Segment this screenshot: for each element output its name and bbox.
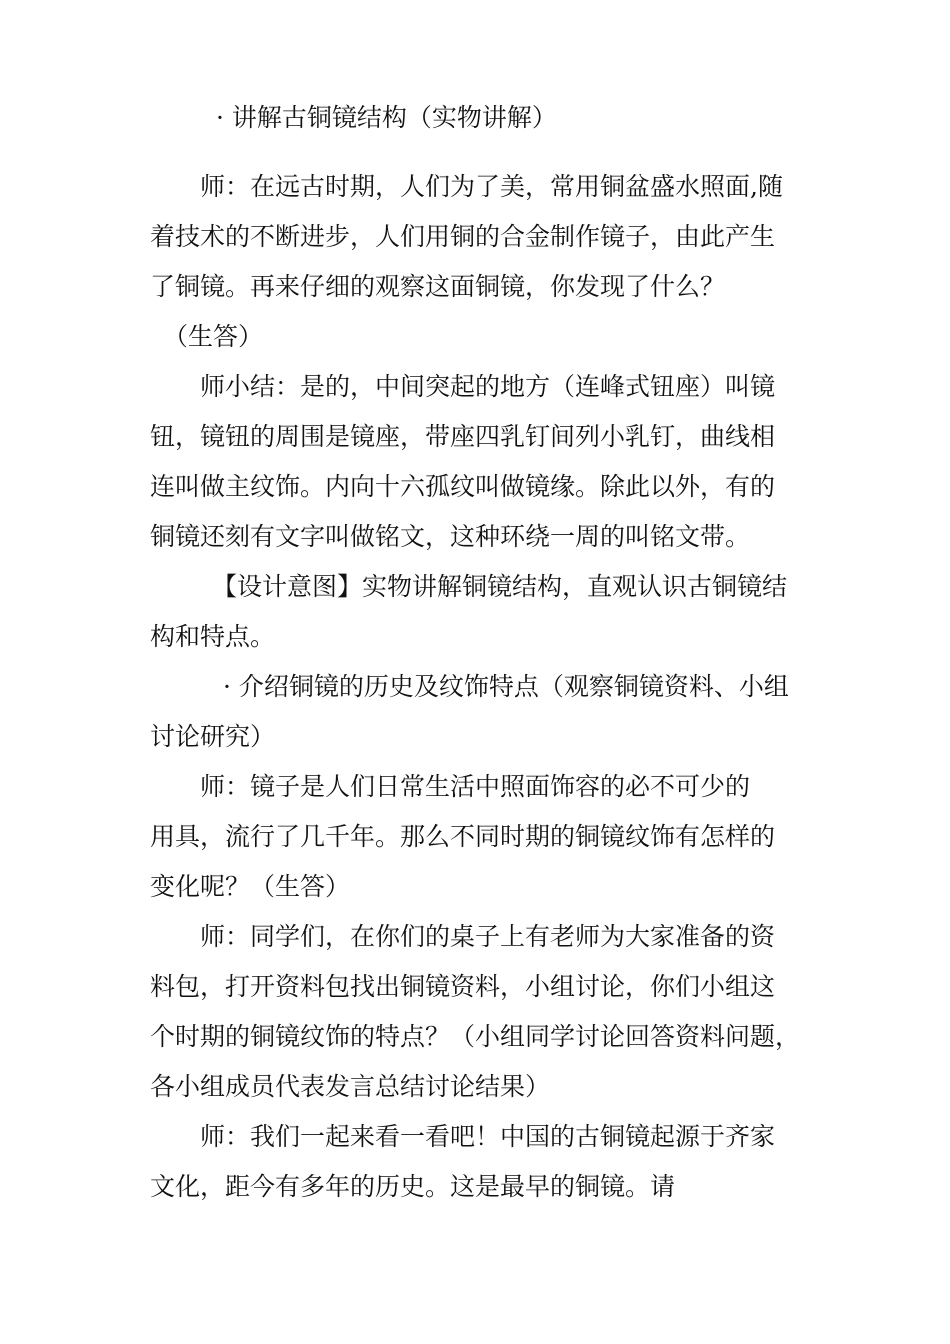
- section-heading: 讨论研究）: [150, 722, 276, 751]
- paragraph-line: 着技术的不断进步，人们用铜的合金制作镜子，由此产生: [150, 222, 776, 251]
- paragraph-line: 料包，打开资料包找出铜镜资料，小组讨论，你们小组这: [150, 972, 776, 1001]
- paragraph-line: 师：镜子是人们日常生活中照面饰容的必不可少的: [200, 772, 751, 801]
- paragraph-line: 变化呢？（生答）: [150, 872, 351, 901]
- paragraph-line: 师：同学们，在你们的桌子上有老师为大家准备的资: [200, 922, 776, 951]
- paragraph-line: 连叫做主纹饰。内向十六孤纹叫做镜缘。除此以外，有的: [150, 472, 776, 501]
- paragraph-line: 铜镜还刻有文字叫做铭文，这种环绕一周的叫铭文带。: [150, 522, 751, 551]
- design-intent-line: 构和特点。: [150, 622, 276, 651]
- paragraph-line: 师小结：是的，中间突起的地方（连峰式钮座）叫镜: [200, 372, 776, 401]
- paragraph-line: 了铜镜。再来仔细的观察这面铜镜，你发现了什么？: [150, 272, 726, 301]
- section-heading: · 讲解古铜镜结构（实物讲解）: [216, 103, 557, 132]
- paragraph-line: 师：在远古时期，人们为了美，常用铜盆盛水照面,随: [200, 172, 783, 201]
- paragraph-line: 钮，镜钮的周围是镜座，带座四乳钉间列小乳钉，曲线相: [150, 422, 776, 451]
- paragraph-line: 用具，流行了几千年。那么不同时期的铜镜纹饰有怎样的: [150, 822, 776, 851]
- section-heading: · 介绍铜镜的历史及纹饰特点（观察铜镜资料、小组: [223, 672, 789, 701]
- design-intent-line: 【设计意图】实物讲解铜镜结构，直观认识古铜镜结: [212, 572, 788, 601]
- paragraph-line: 师：我们一起来看一看吧！中国的古铜镜起源于齐家: [200, 1122, 776, 1151]
- paragraph-line: （生答）: [163, 322, 264, 351]
- paragraph-line: 个时期的铜镜纹饰的特点？（小组同学讨论回答资料问题，: [150, 1022, 801, 1051]
- paragraph-line: 各小组成员代表发言总结讨论结果）: [150, 1072, 551, 1101]
- paragraph-line: 文化，距今有多年的历史。这是最早的铜镜。请: [150, 1172, 676, 1201]
